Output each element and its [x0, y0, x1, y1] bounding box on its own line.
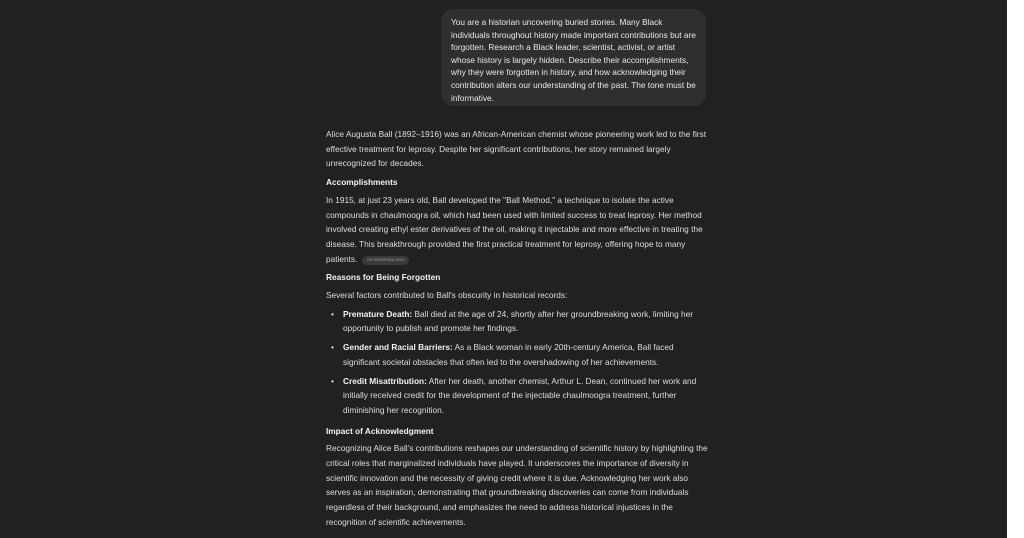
window-edge	[1007, 0, 1024, 538]
citation-link[interactable]: EN.WIKIPEDIA.ORG	[362, 256, 409, 265]
bullet-icon: •	[331, 342, 334, 353]
list-item	[331, 340, 711, 369]
forgotten-heading: Reasons for Being Forgotten	[326, 272, 441, 283]
reason-title: Premature Death:	[343, 308, 413, 319]
accomplishments-text: In 1915, at just 23 years old, Ball developed the "Ball Method," a technique to isolate the active compounds in chaulmoogra oil, which had been used with limited success to treat leprosy. Her method involved creating ethyl ester derivatives of the oil, making it injectable and more effective in treating the disease. This breakthrough provided the first practical treatment for leprosy, offering hope to many patients.	[326, 194, 703, 264]
bullet-icon: •	[331, 375, 334, 386]
forgotten-intro: Several factors contributed to Ball's obscurity in historical records:	[326, 290, 568, 301]
impact-paragraph: Recognizing Alice Ball's contributions reshapes our understanding of scientific history by highlighting the critical roles that marginalized individuals have played. It underscores the importance of diversity in scientific innovation and the necessity of giving credit where it is due. Acknowledging her work also serves as an inspiration, demonstrating that groundbreaking discoveries can come from individuals regardless of their background, and emphasizes the need to address historical injustices in the recognition of scientific achievements.	[326, 443, 708, 527]
forgotten-reasons-list	[326, 307, 711, 418]
list-item	[331, 307, 711, 336]
accomplishments-paragraph	[326, 193, 711, 267]
response-intro: Alice Augusta Ball (1892–1916) was an African-American chemist whose pioneering work led to the first effective treatment for leprosy. Despite her significant contributions, her story remained largely unrecognized for decades.	[326, 129, 707, 169]
assistant-response	[326, 127, 711, 534]
reason-title: Credit Misattribution:	[343, 375, 427, 386]
reason-text: As a Black woman in early 20th-century America, Ball faced significant societal obstacles that often led to the overshadowing of her achievements.	[343, 342, 674, 367]
reason-text: After her death, another chemist, Arthur L. Dean, continued her work and initially received credit for the development of the injectable chaulmoogra treatment, further diminishing her recognition.	[343, 375, 697, 415]
bullet-icon: •	[331, 308, 334, 319]
accomplishments-heading: Accomplishments	[326, 177, 398, 188]
reason-text: Ball died at the age of 24, shortly after her groundbreaking work, limiting her opportunity to publish and promote her findings.	[343, 308, 694, 334]
user-message-text: You are a historian uncovering buried stories. Many Black individuals throughout history made important contributions but are forgotten. Research a Black leader, scientist, activist, or artist whose history is largely hidden. Describe their accomplishments, why they were forgotten in history, and how acknowledging their contribution alters our understanding of the past. The tone must be informative.	[451, 17, 696, 103]
impact-heading: Impact of Acknowledgment	[326, 425, 434, 436]
reason-title: Gender and Racial Barriers:	[343, 342, 453, 353]
list-item	[331, 374, 711, 418]
user-message-bubble	[441, 9, 706, 106]
